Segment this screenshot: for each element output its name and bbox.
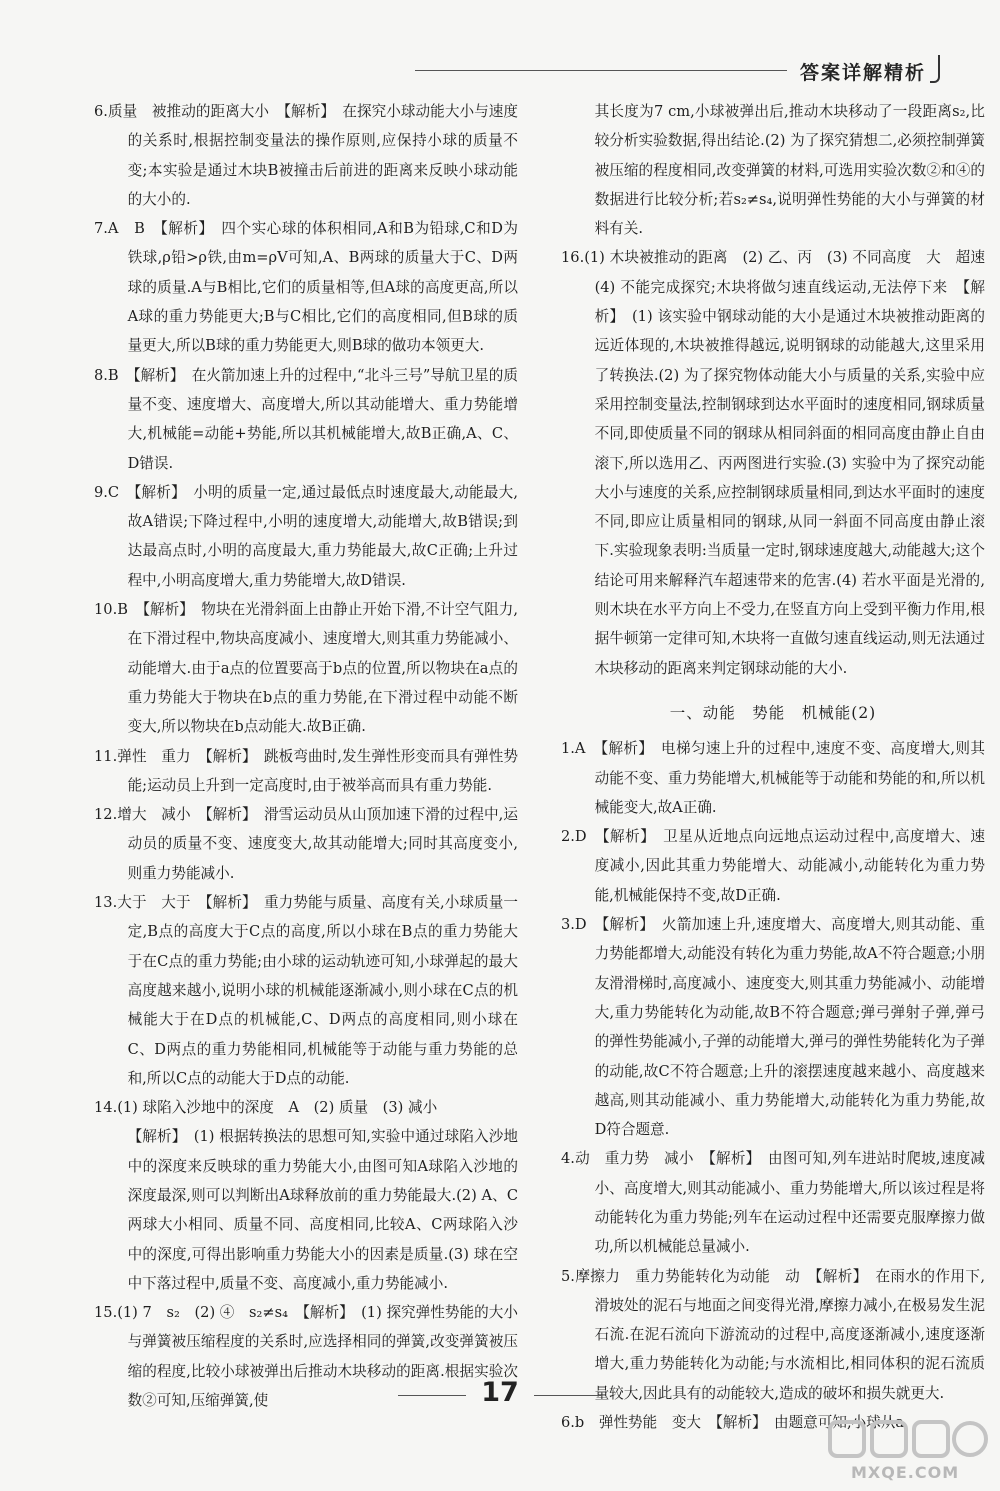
- section-heading: 一、动能 势能 机械能(2): [669, 703, 877, 722]
- answer-item-7: 7.A B 【解析】 四个实心球的体积相同,A和B为铅球,C和D为铁球,ρ铅>ρ铁,由m=ρV可知,A、B两球的质量大于C、D两球的质量.A与B相比,它们的质量相等,但A球的高度更高,所以A球的重力势能更大;B与C相比,它们的高度相同,但B球的质量更大,所以B球的重力势能更大,则B球的做功本领更大.: [94, 220, 518, 355]
- header-rule: [415, 70, 787, 71]
- page-number: 17: [481, 1377, 519, 1408]
- header-bracket: [930, 55, 940, 83]
- answer-item-s2-6: 6.b 弹性势能 变大 【解析】 由题意可知,小球从a: [561, 1414, 905, 1432]
- answer-item-6: 6.质量 被推动的距离大小 【解析】 在探究小球动能大小与速度的关系时,根据控制变量法的操作原则,应保持小球的质量不变;本实验是通过木块B被撞击后前进的距离来反映小球动能的大小的.: [94, 103, 518, 208]
- answer-item-16: 16.(1) 木块被推动的距离 (2) 乙、丙 (3) 不同高度 大 超速 (4) 不能完成探究;木块将做匀速直线运动,无法停下来 【解析】 (1) 该实验中钢球动能的大小是通过木块被推动距离的远近体现的,木块被推得越远,说明钢球的动能越大,这里采用了转换法.(2) 为了探究物体动能大小与质量的关系,实验中应采用控制变量法,控制钢球到达水平面时的速度相同,钢球质量不同,即使质量不同的钢球从相同斜面的相同高度由静止自由滚下,所以选用乙、丙两图进行实验.(3) 实验中为了探究动能大小与速度的关系,应控制钢球质量相同,到达水平面时的速度不同,即应让质量相同的钢球,从同一斜面不同高度由静止滚下.实验现象表明:当质量一定时,钢球速度越大,动能越大;这个结论可用来解释汽车超速带来的危害.(4) 若水平面是光滑的,则木块在水平方向上不受力,在竖直方向上受到平衡力作用,根据牛顿第一定律可知,木块将一直做匀速直线运动,则无法通过木块移动的距离来判定钢球动能的大小.: [561, 249, 1000, 677]
- answer-item-13: 13.大于 大于 【解析】 重力势能与质量、高度有关,小球质量一定,B点的高度大于C点的高度,所以小球在B点的重力势能大于在C点的重力势能;由小球的运动轨迹可知,小球弹起的最大高度越来越小,说明小球的机械能逐渐减小,则小球在C点的机械能大于在D点的机械能,C、D两点的高度相同,则小球在C、D两点的重力势能相同,机械能等于动能与重力势能的总和,所以C点的动能大于D点的动能.: [94, 894, 518, 1087]
- left-column: [94, 97, 518, 1415]
- answer-item-14: 14.(1) 球陷入沙地中的深度 A (2) 质量 (3) 减小: [94, 1099, 438, 1117]
- right-column: [561, 97, 1000, 1437]
- answer-item-15-continued: 其长度为7 cm,小球被弹出后,推动木块移动了一段距离s₂,比较分析实验数据,得出结论.(2) 为了探究猜想二,必须控制弹簧被压缩的程度相同,改变弹簧的材料,可选用实验次数②和④的数据进行比较分析;若s₂≠s₄,说明弹性势能的大小与弹簧的材料有关.: [594, 103, 985, 238]
- answer-item-8: 8.B 【解析】 在火箭加速上升的过程中,“北斗三号”导航卫星的质量不变、速度增大、高度增大,所以其动能增大、重力势能增大,机械能=动能+势能,所以其机械能增大,故B正确,A、C、D错误.: [94, 366, 518, 472]
- header-title: 答案详解精析: [800, 62, 927, 84]
- answer-item-s2-4: 4.动 重力势 减小 【解析】 由图可知,列车进站时爬坡,速度减小、高度增大,则其动能减小、重力势能增大,所以该过程是将动能转化为重力势能;列车在运动过程中还需要克服摩擦力做功,所以机械能总量减小.: [561, 1150, 985, 1256]
- answer-item-s2-5: 5.摩擦力 重力势能转化为动能 动 【解析】 在雨水的作用下,滑坡处的泥石与地面之间变得光滑,摩擦力减小,在极易发生泥石流.在泥石流向下游流动的过程中,高度逐渐减小,速度逐渐增大,重力势能转化为动能;与水流相比,相同体积的泥石流质量较大,因此具有的动能较大,造成的破坏和损失就更大.: [561, 1267, 985, 1402]
- watermark-text: MXQE.COM: [851, 1463, 960, 1482]
- answer-item-12: 12.增大 减小 【解析】 滑雪运动员从山顶加速下滑的过程中,运动员的质量不变、速度变大,故其动能增大;同时其高度变小,则重力势能减小.: [94, 806, 518, 882]
- answer-item-10: 10.B 【解析】 物块在光滑斜面上由静止开始下滑,不计空气阻力,在下滑过程中,物块高度减小、速度增大,则其重力势能减小、动能增大.由于a点的位置要高于b点的位置,所以物块在a点的重力势能大于物块在b点的重力势能,在下滑过程中动能不断变大,所以物块在b点动能大.故B正确.: [94, 601, 518, 736]
- answer-item-11: 11.弹性 重力 【解析】 跳板弯曲时,发生弹性形变而具有弹性势能;运动员上升到一定高度时,由于被举高而具有重力势能.: [94, 747, 518, 794]
- page-number-rule-right: [534, 1395, 602, 1396]
- answer-item-15: 15.(1) 7 s₂ (2) ④ s₂≠s₄ 【解析】 (1) 探究弹性势能的大小与弹簧被压缩程度的关系时,应选择相同的弹簧,改变弹簧被压缩的程度,比较小球被弹出后推动木块移动的距离.根据实验次数②可知,压缩弹簧,使: [94, 1304, 518, 1410]
- answer-item-s2-2: 2.D 【解析】 卫星从近地点向远地点运动过程中,高度增大、速度减小,因此其重力势能增大、动能减小,动能转化为重力势能,机械能保持不变,故D正确.: [561, 828, 985, 904]
- answer-item-s2-1: 1.A 【解析】 电梯匀速上升的过程中,速度不变、高度增大,则其动能不变、重力势能增大,机械能等于动能和势能的和,所以机械能变大,故A正确.: [561, 740, 985, 816]
- answer-item-14-analysis: 【解析】 (1) 根据转换法的思想可知,实验中通过球陷入沙地中的深度来反映球的重力势能大小,由图可知A球陷入沙地的深度最深,则可以判断出A球释放前的重力势能最大.(2) A、C两球大小相同、质量不同、高度相同,比较A、C两球陷入沙中的深度,可得出影响重力势能大小的因素是质量.(3) 球在空中下落过程中,质量不变、高度减小,重力势能减小.: [127, 1128, 518, 1292]
- answer-item-9: 9.C 【解析】 小明的质量一定,通过最低点时速度最大,动能最大,故A错误;下降过程中,小明的速度增大,动能增大,故B错误;到达最高点时,小明的高度最大,重力势能最大,故C正确;上升过程中,小明高度增大,重力势能增大,故D错误.: [94, 483, 518, 589]
- answer-item-s2-3: 3.D 【解析】 火箭加速上升,速度增大、高度增大,则其动能、重力势能都增大,动能没有转化为重力势能,故A不符合题意;小朋友滑滑梯时,高度减小、速度变大,则其重力势能减小、动能增大,重力势能转化为动能,故B不符合题意;弹弓弹射子弹,弹弓的弹性势能减小,子弹的动能增大,弹弓的弹性势能转化为子弹的动能,故C不符合题意;上升的滚摆速度越来越小、高度越来越高,则其动能减小、重力势能增大,动能转化为重力势能,故D符合题意.: [561, 916, 985, 1139]
